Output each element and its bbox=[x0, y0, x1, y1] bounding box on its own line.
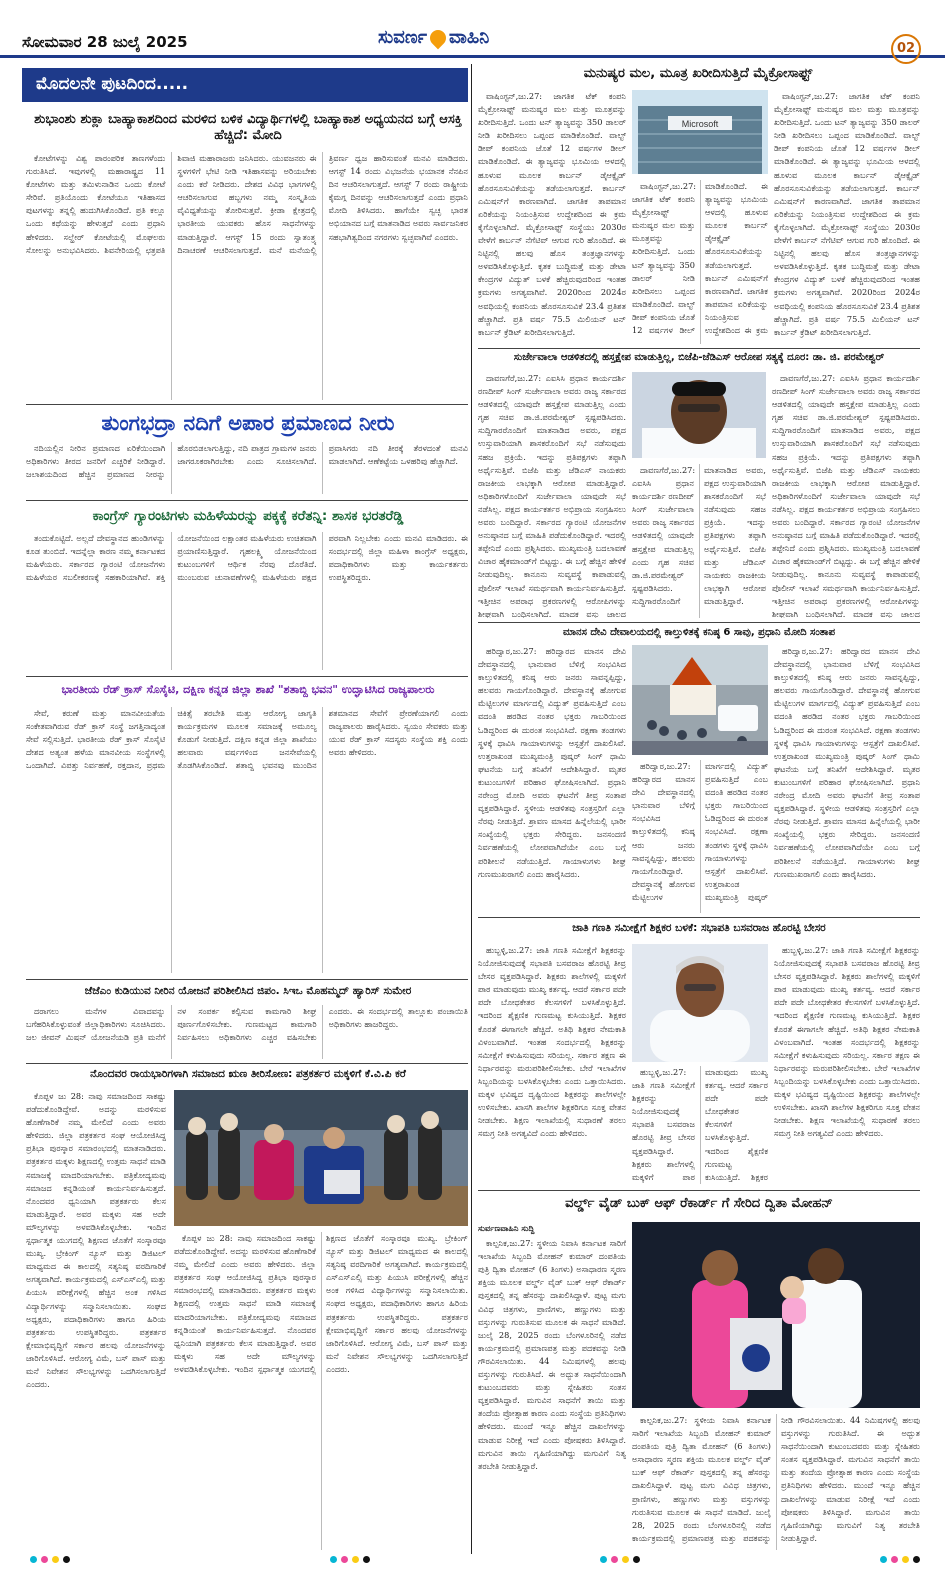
article-body: ಕೋಟೆಗಳನ್ನು ವಿಶ್ವ ಪಾರಂಪರಿಕ ತಾಣಗಳೆಂದು ಗುರುತಿಸಿದೆ. ಇವುಗಳಲ್ಲಿ ಮಹಾರಾಷ್ಟ್ರದ 11 ಕೋಟೆಗಳು ಮತ್ತು ತಮಿಳುನಾಡಿನ ಒಂದು ಕೋಟೆ ಸೇರಿವೆ. ಪ್ರತಿಯೊಂದು ಕೋಟೆಯೂ ಇತಿಹಾಸದ ಪುಟಗಳನ್ನು ತನ್ನಲ್ಲಿ ಹುದುಗಿಸಿಕೊಂಡಿದೆ. ಪ್ರತಿ ಕಲ್ಲೂ ಒಂದು ಕಥೆಯನ್ನು ಹೇಳುತ್ತದೆ ಎಂದು ಪ್ರಧಾನಿ ಹೇಳಿದರು. ಸಲ್ಹೇರ್ ಕೋಟೆಯಲ್ಲಿ ಮೊಘಲರು ಸೋಲನ್ನು ಅನುಭವಿಸಿದರು. ಶಿವನೇರಿಯಲ್ಲಿ ಛತ್ರಪತಿ ಶಿವಾಜಿ ಮಹಾರಾಜರು ಜನಿಸಿದರು. ಯುವಜನರು ಈ ಸ್ಥಳಗಳಿಗೆ ಭೇಟಿ ನೀಡಿ ಇತಿಹಾಸವನ್ನು ಅರಿಯಬೇಕು ಎಂದು ಕರೆ ನೀಡಿದರು. ದೇಶದ ವಿವಿಧ ಭಾಗಗಳಲ್ಲಿ ಆಚರಿಸಲಾಗುವ ಹಬ್ಬಗಳು ನಮ್ಮ ಸಂಸ್ಕೃತಿಯ ವೈವಿಧ್ಯತೆಯನ್ನು ತೋರಿಸುತ್ತವೆ. ಕ್ರೀಡಾ ಕ್ಷೇತ್ರದಲ್ಲಿ ಭಾರತೀಯ ಯುವಕರು ಹೊಸ ಸಾಧನೆಗಳನ್ನು ಮಾಡುತ್ತಿದ್ದಾರೆ. ಆಗಸ್ಟ್ 15 ರಂದು ಸ್ವಾತಂತ್ರ್ಯ ದಿನಾಚರಣೆ ಆಚರಿಸಲಾಗುತ್ತದೆ. ಮನೆ ಮನೆಯಲ್ಲಿ ತ್ರಿವರ್ಣ ಧ್ವಜ ಹಾರಿಸುವಂತೆ ಮನವಿ ಮಾಡಿದರು. ಆಗಸ್ಟ್ 14 ರಂದು ವಿಭಜನೆಯ ಭಯಾನಕ ನೆನಪಿನ ದಿನ ಆಚರಿಸಲಾಗುತ್ತದೆ. ಆಗಸ್ಟ್ 7 ರಂದು ರಾಷ್ಟ್ರೀಯ ಕೈಮಗ್ಗ ದಿನವನ್ನು ಆಚರಿಸಲಾಗುತ್ತದೆ ಎಂದು ಪ್ರಧಾನಿ ಮೋದಿ ತಿಳಿಸಿದರು. ಹಾಗೆಯೇ ಸ್ವಚ್ಛ ಭಾರತ ಅಭಿಯಾನದ ಬಗ್ಗೆ ಮಾತನಾಡಿದ ಅವರು ಸಾರ್ವಜನಿಕರ ಸಹಭಾಗಿತ್ವದಿಂದ ನಗರಗಳು ಸ್ವಚ್ಛವಾಗಿವೆ ಎಂದರು. bbox=[26, 153, 468, 255]
byline: ಸುರ್ವಣವಾಹಿನಿ ಸುದ್ದಿ bbox=[478, 1223, 535, 1233]
article-microsoft-col2 bbox=[632, 180, 768, 344]
divider bbox=[26, 979, 468, 980]
article-parameshwar-col1 bbox=[478, 372, 626, 618]
divider bbox=[478, 1190, 920, 1191]
article-body: ದಾವಣಗೆರೆ,ಜು.27: ಎಐಸಿಸಿ ಪ್ರಧಾನ ಕಾರ್ಯದರ್ಶಿ ರಣದೀಪ್ ಸಿಂಗ್ ಸುರ್ಜೇವಾಲಾ ಅವರು ರಾಜ್ಯ ಸರ್ಕಾರದ ಆಡಳಿತದಲ್ಲಿ ಯಾವುದೇ ಹಸ್ತಕ್ಷೇಪ ಮಾಡುತ್ತಿಲ್ಲ ಎಂದು ಗೃಹ ಸಚಿವ ಡಾ.ಜಿ.ಪರಮೇಶ್ವರ್ ಸ್ಪಷ್ಟಪಡಿಸಿದರು. ಸುದ್ದಿಗಾರರೊಂದಿಗೆ ಮಾತನಾಡಿದ ಅವರು, ಪಕ್ಷದ ಉಸ್ತುವಾರಿಯಾಗಿ ಶಾಸಕರೊಂದಿಗೆ ಸಭೆ ನಡೆಸುವುದು ಸಹಜ ಪ್ರಕ್ರಿಯೆ. ಇದನ್ನು ಪ್ರತಿಪಕ್ಷಗಳು ತಪ್ಪಾಗಿ ಅರ್ಥೈಸುತ್ತಿವೆ. ಬಿಜೆಪಿ ಮತ್ತು ಜೆಡಿಎಸ್ ನಾಯಕರು ರಾಜಕೀಯ ಲಾಭಕ್ಕಾಗಿ ಆರೋಪ ಮಾಡುತ್ತಿದ್ದಾರೆ. ಅಧಿಕಾರಿಗಳೊಂದಿಗೆ ಸುರ್ಜೇವಾಲಾ ಯಾವುದೇ ಸಭೆ ನಡೆಸಿಲ್ಲ. ಪಕ್ಷದ ಕಾರ್ಯಕರ್ತರ ಅಭಿಪ್ರಾಯ ಸಂಗ್ರಹಿಸಲು ಅವರು ಬಂದಿದ್ದಾರೆ. ಸರ್ಕಾರದ ಗ್ಯಾರಂಟಿ ಯೋಜನೆಗಳ ಅನುಷ್ಠಾನದ ಬಗ್ಗೆ ಮಾಹಿತಿ ಪಡೆದುಕೊಂಡಿದ್ದಾರೆ. ಇದರಲ್ಲಿ ತಪ್ಪೇನಿದೆ ಎಂದು ಪ್ರಶ್ನಿಸಿದರು. ಮುಖ್ಯಮಂತ್ರಿ ಬದಲಾವಣೆ ವಿಚಾರ ಹೈಕಮಾಂಡ್‌ಗೆ ಬಿಟ್ಟದ್ದು. ಈ ಬಗ್ಗೆ ಹೆಚ್ಚಿನ ಹೇಳಿಕೆ ನೀಡುವುದಿಲ್ಲ. ಕಾನೂನು ಸುವ್ಯವಸ್ಥೆ ಕಾಪಾಡುವಲ್ಲಿ ಪೊಲೀಸ್ ಇಲಾಖೆ ಸಮರ್ಥವಾಗಿ ಕಾರ್ಯನಿರ್ವಹಿಸುತ್ತಿದೆ. ಇತ್ತೀಚಿನ ಅಪರಾಧ ಪ್ರಕರಣಗಳಲ್ಲಿ ಆರೋಪಿಗಳನ್ನು ಶೀಘ್ರವಾಗಿ ಬಂಧಿಸಲಾಗಿದೆ. ಮಾದಕ ವಸ್ತು ಜಾಲದ bbox=[478, 373, 626, 618]
flame-icon bbox=[427, 27, 450, 50]
article-body: ವಾಷಿಂಗ್ಟನ್,ಜು.27: ಜಾಗತಿಕ ಟೆಕ್ ಕಂಪನಿ ಮೈಕ್ರೋಸಾಫ್ಟ್ ಮನುಷ್ಯರ ಮಲ ಮತ್ತು ಮೂತ್ರವನ್ನು ಖರೀದಿಸುತ್ತಿದೆ. ಒಂದು ಟನ್ ತ್ಯಾಜ್ಯವನ್ನು 350 ಡಾಲರ್ ನೀಡಿ ಖರೀದಿಸಲು ಒಪ್ಪಂದ ಮಾಡಿಕೊಂಡಿದೆ. ವಾಲ್ಟ್ ಡೀಪ್ ಕಂಪನಿಯ ಜೊತೆ 12 ವರ್ಷಗಳ ಡೀಲ್ ಮಾಡಿಕೊಂಡಿದೆ. ಈ ತ್ಯಾಜ್ಯವನ್ನು ಭೂಮಿಯ ಆಳದಲ್ಲಿ ಹೂಳುವ ಮೂಲಕ ಕಾರ್ಬನ್ ಡೈಆಕ್ಸೈಡ್ ಹೊರಸೂಸುವಿಕೆಯನ್ನು ತಡೆಯಲಾಗುತ್ತದೆ. ಕಾರ್ಬನ್ ಎಮಿಷನ್‌ಗೆ ಕಾರಣವಾಗಿದೆ. ಜಾಗತಿಕ ತಾಪಮಾನ ಏರಿಕೆಯನ್ನು ನಿಯಂತ್ರಿಸುವ ಉದ್ದೇಶದಿಂದ ಈ ಕ್ರಮ bbox=[632, 181, 768, 336]
article-body: ಕಾಲ್ಪನಿಕ,ಜು.27: ಸ್ಥಳೀಯ ನಿವಾಸಿ ಕರ್ನಾಟಕ ಸಾರಿಗೆ ಇಲಾಖೆಯ ಸಿಬ್ಬಂದಿ ಮೋಹನ್ ಕುಮಾರ್ ದಂಪತಿಯ ಪುತ್ರಿ ದ್ವಿತಾ ಮೋಹನ್ (6 ತಿಂಗಳು) ಅಸಾಧಾರಣ ಸ್ಮರಣ ಶಕ್ತಿಯ ಮೂಲಕ ವರ್ಲ್ಡ್ ವೈಡ್ ಬುಕ್ ಆಫ್ ರೆಕಾರ್ಡ್ ಪುಸ್ತಕದಲ್ಲಿ ತನ್ನ ಹೆಸರನ್ನು ದಾಖಲಿಸಿದ್ದಾಳೆ. ಪುಟ್ಟ ಮಗು ವಿವಿಧ ಚಿತ್ರಗಳು, ಪ್ರಾಣಿಗಳು, ಹಣ್ಣುಗಳು ಮತ್ತು ವಸ್ತುಗಳನ್ನು ಗುರುತಿಸುವ ಮೂಲಕ ಈ ಸಾಧನೆ ಮಾಡಿದೆ. ಜುಲೈ 28, 2025 ರಂದು ಬೆಂಗಳೂರಿನಲ್ಲಿ ನಡೆದ ಕಾರ್ಯಕ್ರಮದಲ್ಲಿ ಪ್ರಮಾಣಪತ್ರ ಮತ್ತು ಪದಕವನ್ನು ನೀಡಿ ಗೌರವಿಸಲಾಯಿತು. 44 ನಿಮಿಷಗಳಲ್ಲಿ ಹಲವು ವಸ್ತುಗಳನ್ನು ಗುರುತಿಸಿದೆ. ಈ ಅದ್ಭುತ ಸಾಧನೆಯಿಂದಾಗಿ ಕುಟುಂಬದವರು ಮತ್ತು ಸ್ನೇಹಿತರು ಸಂತಸ ವ್ಯಕ್ತಪಡಿಸಿದ್ದಾರೆ. ಮಗುವಿನ ಸಾಧನೆಗೆ ತಾಯಿ ಮತ್ತು ತಂದೆಯ ಪ್ರೋತ್ಸಾಹ ಕಾರಣ ಎಂದು ಸಂಸ್ಥೆಯ ಪ್ರತಿನಿಧಿಗಳು ಹೇಳಿದರು. ಮುಂದೆ ಇನ್ನೂ ಹೆಚ್ಚಿನ ದಾಖಲೆಗಳನ್ನು ಮಾಡುವ ನಿರೀಕ್ಷೆ ಇದೆ ಎಂದು ಪೋಷಕರು ತಿಳಿಸಿದ್ದಾರೆ. ಮಗುವಿನ ತಾಯಿ ಗೃಹಿಣಿಯಾಗಿದ್ದು ಮಗುವಿಗೆ ನಿತ್ಯ ತರಬೇತಿ ನೀಡುತ್ತಿದ್ದಾರೆ. bbox=[632, 1415, 920, 1543]
headline-red-cross: ಭಾರತೀಯ ರೆಡ್ ಕ್ರಾಸ್ ಸೊಸೈಟಿ, ದಕ್ಷಿಣ ಕನ್ನಡ ಜಿಲ್ಲಾ ಶಾಖೆ "ಶತಾಬ್ದಿ ಭವನ" ಉದ್ಘಾಟಿಸಿದ ರಾಜ್ಯಪಾಲರು bbox=[61, 683, 435, 696]
article-horatti-col2 bbox=[632, 1066, 768, 1184]
article-body: ಸೇವೆ, ಕರುಣೆ ಮತ್ತು ಮಾನವೀಯತೆಯ ಸಂಕೇತವಾಗಿರುವ ರೆಡ್ ಕ್ರಾಸ್ ಸಂಸ್ಥೆ ಜಗತ್ತಿನಾದ್ಯಂತ ಸೇವೆ ಸಲ್ಲಿಸುತ್ತಿದೆ. ಭಾರತೀಯ ರೆಡ್ ಕ್ರಾಸ್ ಸೊಸೈಟಿ ದೇಶದ ಅತ್ಯಂತ ಹಳೆಯ ಮಾನವೀಯ ಸಂಸ್ಥೆಗಳಲ್ಲಿ ಒಂದಾಗಿದೆ. ವಿಪತ್ತು ನಿರ್ವಹಣೆ, ರಕ್ತದಾನ, ಪ್ರಥಮ ಚಿಕಿತ್ಸೆ ತರಬೇತಿ ಮತ್ತು ಆರೋಗ್ಯ ಜಾಗೃತಿ ಕಾರ್ಯಕ್ರಮಗಳ ಮೂಲಕ ಸಮಾಜಕ್ಕೆ ಅಮೂಲ್ಯ ಕೊಡುಗೆ ನೀಡುತ್ತಿದೆ. ದಕ್ಷಿಣ ಕನ್ನಡ ಜಿಲ್ಲಾ ಶಾಖೆಯು ಹಲವಾರು ವರ್ಷಗಳಿಂದ ಜನಸೇವೆಯಲ್ಲಿ ತೊಡಗಿಸಿಕೊಂಡಿದೆ. ಶತಾಬ್ದಿ ಭವನವು ಮುಂದಿನ ಶತಮಾನದ ಸೇವೆಗೆ ಪ್ರೇರಣೆಯಾಗಲಿ ಎಂದು ರಾಜ್ಯಪಾಲರು ಹಾರೈಸಿದರು. ಸ್ವಯಂ ಸೇವಕರು ಮತ್ತು ಯುವ ರೆಡ್ ಕ್ರಾಸ್ ಸದಸ್ಯರು ಸಂಸ್ಥೆಯ ಶಕ್ತಿ ಎಂದು ಅವರು ಹೇಳಿದರು. bbox=[26, 708, 468, 771]
article-jjm-inspection bbox=[26, 1005, 468, 1059]
article-microsoft-col1 bbox=[478, 90, 626, 344]
article-journalists-col1 bbox=[26, 1090, 166, 1550]
divider bbox=[478, 917, 920, 918]
section-banner: ಮೊದಲನೇ ಪುಟದಿಂದ..... bbox=[22, 68, 468, 102]
microsoft-sign-text: Microsoft bbox=[681, 119, 719, 129]
divider bbox=[478, 348, 920, 349]
photo-felicitation-event bbox=[174, 1090, 468, 1226]
headline-microsoft: ಮನುಷ್ಯರ ಮಲ, ಮೂತ್ರ ಖರೀದಿಸುತ್ತಿದೆ ಮೈಕ್ರೋಸಾಫ್ಟ್ bbox=[583, 66, 813, 81]
headline-tungabhadra: ತುಂಗಭದ್ರಾ ನದಿಗೆ ಅಪಾರ ಪ್ರಮಾಣದ ನೀರು bbox=[101, 411, 395, 435]
article-body: ವಾಷಿಂಗ್ಟನ್,ಜು.27: ಜಾಗತಿಕ ಟೆಕ್ ಕಂಪನಿ ಮೈಕ್ರೋಸಾಫ್ಟ್ ಮನುಷ್ಯರ ಮಲ ಮತ್ತು ಮೂತ್ರವನ್ನು ಖರೀದಿಸುತ್ತಿದೆ. ಒಂದು ಟನ್ ತ್ಯಾಜ್ಯವನ್ನು 350 ಡಾಲರ್ ನೀಡಿ ಖರೀದಿಸಲು ಒಪ್ಪಂದ ಮಾಡಿಕೊಂಡಿದೆ. ವಾಲ್ಟ್ ಡೀಪ್ ಕಂಪನಿಯ ಜೊತೆ 12 ವರ್ಷಗಳ ಡೀಲ್ ಮಾಡಿಕೊಂಡಿದೆ. ಈ ತ್ಯಾಜ್ಯವನ್ನು ಭೂಮಿಯ ಆಳದಲ್ಲಿ ಹೂಳುವ ಮೂಲಕ ಕಾರ್ಬನ್ ಡೈಆಕ್ಸೈಡ್ ಹೊರಸೂಸುವಿಕೆಯನ್ನು ತಡೆಯಲಾಗುತ್ತದೆ. ಕಾರ್ಬನ್ ಎಮಿಷನ್‌ಗೆ ಕಾರಣವಾಗಿದೆ. ಜಾಗತಿಕ ತಾಪಮಾನ ಏರಿಕೆಯನ್ನು ನಿಯಂತ್ರಿಸುವ ಉದ್ದೇಶದಿಂದ ಈ ಕ್ರಮ ಕೈಗೊಳ್ಳಲಾಗಿದೆ. ಮೈಕ್ರೋಸಾಫ್ಟ್ ಸಂಸ್ಥೆಯು 2030ರ ವೇಳೆಗೆ ಕಾರ್ಬನ್ ನೆಗೆಟಿವ್ ಆಗುವ ಗುರಿ ಹೊಂದಿದೆ. ಈ ನಿಟ್ಟಿನಲ್ಲಿ ಹಲವು ಹೊಸ ತಂತ್ರಜ್ಞಾನಗಳನ್ನು ಅಳವಡಿಸಿಕೊಳ್ಳುತ್ತಿದೆ. ಕೃತಕ ಬುದ್ಧಿಮತ್ತೆ ಮತ್ತು ಡೇಟಾ ಕೇಂದ್ರಗಳ ವಿದ್ಯುತ್ ಬಳಕೆ ಹೆಚ್ಚಿರುವುದರಿಂದ ಇಂತಹ ಕ್ರಮಗಳು ಅಗತ್ಯವಾಗಿವೆ. 2020ರಿಂದ 2024ರ ಅವಧಿಯಲ್ಲಿ ಕಂಪನಿಯ ಹೊರಸೂಸುವಿಕೆ 23.4 ಪ್ರತಿಶತ ಹೆಚ್ಚಾಗಿದೆ. ಪ್ರತಿ ವರ್ಷ 75.5 ಮಿಲಿಯನ್ ಟನ್ ಕಾರ್ಬನ್ ಕ್ರೆಡಿಟ್ ಖರೀದಿಸಲಾಗುತ್ತಿದೆ. bbox=[478, 91, 626, 337]
article-dvita-col2 bbox=[632, 1414, 920, 1550]
masthead bbox=[0, 0, 945, 58]
article-journalists-col2 bbox=[174, 1232, 468, 1550]
print-registration-marks bbox=[600, 1556, 640, 1566]
divider bbox=[478, 622, 920, 623]
newspaper-logo bbox=[378, 27, 489, 48]
column-divider bbox=[471, 64, 472, 1554]
article-parameshwar-col3 bbox=[772, 372, 920, 618]
article-horatti-col3 bbox=[774, 944, 920, 1184]
article-haridwar-col3 bbox=[774, 645, 920, 913]
print-registration-marks bbox=[30, 1556, 70, 1566]
photo-horatti bbox=[632, 944, 768, 1062]
headline-journalists-children: ನೊಂದವರ ರಾಯಭಾರಿಗಳಾಗಿ ಸಮಾಜದ ಋಣ ತೀರಿಸೋಣ: ಪತ್ರಕರ್ತರ ಮಕ್ಕಳಿಗೆ ಕೆ.ವಿ.ಪಿ ಕರೆ bbox=[90, 1068, 406, 1080]
article-body: ನದಿಯಲ್ಲಿನ ನೀರಿನ ಪ್ರಮಾಣದ ಏರಿಕೆಯಿಂದಾಗಿ ಅಧಿಕಾರಿಗಳು ತೀರದ ಜನರಿಗೆ ಎಚ್ಚರಿಕೆ ನೀಡಿದ್ದಾರೆ. ಜಲಾಶಯದಿಂದ ಹೆಚ್ಚಿನ ಪ್ರಮಾಣದ ನೀರನ್ನು ಹೊರಬಿಡಲಾಗುತ್ತಿದ್ದು, ನದಿ ಪಾತ್ರದ ಗ್ರಾಮಗಳ ಜನರು ಜಾಗರೂಕರಾಗಿರಬೇಕು ಎಂದು ಸೂಚಿಸಲಾಗಿದೆ. ಪ್ರವಾಸಿಗರು ನದಿ ತೀರಕ್ಕೆ ತೆರಳದಂತೆ ಮನವಿ ಮಾಡಲಾಗಿದೆ. ಆಣೆಕಟ್ಟೆಯ ಒಳಹರಿವು ಹೆಚ್ಚಾಗಿದೆ. bbox=[26, 443, 468, 480]
article-body: ಹುಬ್ಬಳ್ಳಿ,ಜು.27: ಜಾತಿ ಗಣತಿ ಸಮೀಕ್ಷೆಗೆ ಶಿಕ್ಷಕರನ್ನು ನಿಯೋಜಿಸುವುದಕ್ಕೆ ಸಭಾಪತಿ ಬಸವರಾಜ ಹೊರಟ್ಟಿ ತೀವ್ರ ಬೇಸರ ವ್ಯಕ್ತಪಡಿಸಿದ್ದಾರೆ. ಶಿಕ್ಷಕರು ಶಾಲೆಗಳಲ್ಲಿ ಮಕ್ಕಳಿಗೆ ಪಾಠ ಮಾಡುವುದು ಮುಖ್ಯ ಕರ್ತವ್ಯ. ಆದರೆ ಸರ್ಕಾರ ಪದೇ ಪದೇ ಬೋಧಕೇತರ ಕೆಲಸಗಳಿಗೆ ಬಳಸಿಕೊಳ್ಳುತ್ತಿದೆ. ಇದರಿಂದ ಶೈಕ್ಷಣಿಕ ಗುಣಮಟ್ಟ ಕುಸಿಯುತ್ತಿದೆ. ಶಿಕ್ಷಕರ bbox=[632, 1067, 768, 1182]
photo-dvita-family bbox=[632, 1222, 920, 1408]
print-registration-marks bbox=[330, 1556, 370, 1566]
photo-parameshwar bbox=[632, 372, 766, 458]
headline-haridwar-stampede: ಮಾನಸ ದೇವಿ ದೇವಾಲಯದಲ್ಲಿ ಕಾಲ್ತುಳಿತಕ್ಕೆ ಕನಿಷ್ಠ 6 ಸಾವು, ಪ್ರಧಾನಿ ಮೋದಿ ಸಂತಾಪ bbox=[563, 627, 835, 638]
divider bbox=[26, 404, 468, 405]
article-body: ದರಾಗಲು ಮನೆಗಳ ವಿವಾದವನ್ನು ಬಗೆಹರಿಸಿಕೊಳ್ಳುವಂತೆ ಜಿಲ್ಲಾಧಿಕಾರಿಗಳು ಸೂಚಿಸಿದರು. ಜಲ ಜೀವನ್ ಮಿಷನ್ ಯೋಜನೆಯಡಿ ಪ್ರತಿ ಮನೆಗೆ ನಳ ಸಂಪರ್ಕ ಕಲ್ಪಿಸುವ ಕಾಮಗಾರಿ ಶೀಘ್ರ ಪೂರ್ಣಗೊಳಿಸಬೇಕು. ಗುಣಮಟ್ಟದ ಕಾಮಗಾರಿ ನಿರ್ವಹಿಸಲು ಅಧಿಕಾರಿಗಳು ಎಚ್ಚರ ವಹಿಸಬೇಕು ಎಂದರು. ಈ ಸಂದರ್ಭದಲ್ಲಿ ತಾಲ್ಲೂಕು ಪಂಚಾಯಿತಿ ಅಧಿಕಾರಿಗಳು ಹಾಜರಿದ್ದರು. bbox=[26, 1006, 468, 1043]
article-body: ಹರಿದ್ವಾರ,ಜು.27: ಹರಿದ್ವಾರದ ಮಾನಸ ದೇವಿ ದೇವಸ್ಥಾನದಲ್ಲಿ ಭಾನುವಾರ ಬೆಳಿಗ್ಗೆ ಸಂಭವಿಸಿದ ಕಾಲ್ತುಳಿತದಲ್ಲಿ ಕನಿಷ್ಠ ಆರು ಜನರು ಸಾವನ್ನಪ್ಪಿದ್ದು, ಹಲವರು ಗಾಯಗೊಂಡಿದ್ದಾರೆ. ದೇವಸ್ಥಾನಕ್ಕೆ ಹೋಗುವ ಮೆಟ್ಟಿಲುಗಳ ಮಾರ್ಗದಲ್ಲಿ ವಿದ್ಯುತ್ ಪ್ರವಹಿಸುತ್ತಿದೆ ಎಂಬ ವದಂತಿ ಹರಡಿದ ನಂತರ ಭಕ್ತರು ಗಾಬರಿಯಿಂದ ಓಡಿದ್ದರಿಂದ ಈ ದುರಂತ ಸಂಭವಿಸಿದೆ. ರಕ್ಷಣಾ ತಂಡಗಳು ಸ್ಥಳಕ್ಕೆ ಧಾವಿಸಿ ಗಾಯಾಳುಗಳನ್ನು ಆಸ್ಪತ್ರೆಗೆ ದಾಖಲಿಸಿವೆ. ಉತ್ತರಾಖಂಡ ಮುಖ್ಯಮಂತ್ರಿ ಪುಷ್ಕರ್ bbox=[632, 761, 768, 902]
article-haridwar-col1 bbox=[478, 645, 626, 913]
article-body: ವಾಷಿಂಗ್ಟನ್,ಜು.27: ಜಾಗತಿಕ ಟೆಕ್ ಕಂಪನಿ ಮೈಕ್ರೋಸಾಫ್ಟ್ ಮನುಷ್ಯರ ಮಲ ಮತ್ತು ಮೂತ್ರವನ್ನು ಖರೀದಿಸುತ್ತಿದೆ. ಒಂದು ಟನ್ ತ್ಯಾಜ್ಯವನ್ನು 350 ಡಾಲರ್ ನೀಡಿ ಖರೀದಿಸಲು ಒಪ್ಪಂದ ಮಾಡಿಕೊಂಡಿದೆ. ವಾಲ್ಟ್ ಡೀಪ್ ಕಂಪನಿಯ ಜೊತೆ 12 ವರ್ಷಗಳ ಡೀಲ್ ಮಾಡಿಕೊಂಡಿದೆ. ಈ ತ್ಯಾಜ್ಯವನ್ನು ಭೂಮಿಯ ಆಳದಲ್ಲಿ ಹೂಳುವ ಮೂಲಕ ಕಾರ್ಬನ್ ಡೈಆಕ್ಸೈಡ್ ಹೊರಸೂಸುವಿಕೆಯನ್ನು ತಡೆಯಲಾಗುತ್ತದೆ. ಕಾರ್ಬನ್ ಎಮಿಷನ್‌ಗೆ ಕಾರಣವಾಗಿದೆ. ಜಾಗತಿಕ ತಾಪಮಾನ ಏರಿಕೆಯನ್ನು ನಿಯಂತ್ರಿಸುವ ಉದ್ದೇಶದಿಂದ ಈ ಕ್ರಮ ಕೈಗೊಳ್ಳಲಾಗಿದೆ. ಮೈಕ್ರೋಸಾಫ್ಟ್ ಸಂಸ್ಥೆಯು 2030ರ ವೇಳೆಗೆ ಕಾರ್ಬನ್ ನೆಗೆಟಿವ್ ಆಗುವ ಗುರಿ ಹೊಂದಿದೆ. ಈ ನಿಟ್ಟಿನಲ್ಲಿ ಹಲವು ಹೊಸ ತಂತ್ರಜ್ಞಾನಗಳನ್ನು ಅಳವಡಿಸಿಕೊಳ್ಳುತ್ತಿದೆ. ಕೃತಕ ಬುದ್ಧಿಮತ್ತೆ ಮತ್ತು ಡೇಟಾ ಕೇಂದ್ರಗಳ ವಿದ್ಯುತ್ ಬಳಕೆ ಹೆಚ್ಚಿರುವುದರಿಂದ ಇಂತಹ ಕ್ರಮಗಳು ಅಗತ್ಯವಾಗಿವೆ. 2020ರಿಂದ 2024ರ ಅವಧಿಯಲ್ಲಿ ಕಂಪನಿಯ ಹೊರಸೂಸುವಿಕೆ 23.4 ಪ್ರತಿಶತ ಹೆಚ್ಚಾಗಿದೆ. ಪ್ರತಿ ವರ್ಷ 75.5 ಮಿಲಿಯನ್ ಟನ್ ಕಾರ್ಬನ್ ಕ್ರೆಡಿಟ್ ಖರೀದಿಸಲಾಗುತ್ತಿದೆ. bbox=[774, 91, 920, 337]
logo-text-right: ವಾಹಿನಿ bbox=[448, 27, 490, 48]
article-body: ತಂದುಕೊಟ್ಟಿದೆ. ಅಲ್ಲದೆ ದೇವಸ್ಥಾನದ ಹುಂಡಿಗಳನ್ನು ಕೂಡ ತುಂಬಿದೆ. ಇದನ್ನೆಲ್ಲಾ ಕಾರಣ ನಮ್ಮ ಕರ್ನಾಟಕದ ಮಹಿಳೆಯರು. ಸರ್ಕಾರದ ಗ್ಯಾರಂಟಿ ಯೋಜನೆಗಳು ಮಹಿಳೆಯರ ಸಬಲೀಕರಣಕ್ಕೆ ಸಹಕಾರಿಯಾಗಿವೆ. ಶಕ್ತಿ ಯೋಜನೆಯಿಂದ ಲಕ್ಷಾಂತರ ಮಹಿಳೆಯರು ಉಚಿತವಾಗಿ ಪ್ರಯಾಣಿಸುತ್ತಿದ್ದಾರೆ. ಗೃಹಲಕ್ಷ್ಮಿ ಯೋಜನೆಯಿಂದ ಕುಟುಂಬಗಳಿಗೆ ಆರ್ಥಿಕ ನೆರವು ದೊರೆತಿದೆ. ಮುಂಬರುವ ಚುನಾವಣೆಗಳಲ್ಲಿ ಮಹಿಳೆಯರು ಪಕ್ಷದ ಪರವಾಗಿ ನಿಲ್ಲಬೇಕು ಎಂದು ಮನವಿ ಮಾಡಿದರು. ಈ ಸಂದರ್ಭದಲ್ಲಿ ಜಿಲ್ಲಾ ಮಹಿಳಾ ಕಾಂಗ್ರೆಸ್ ಅಧ್ಯಕ್ಷರು, ಪದಾಧಿಕಾರಿಗಳು ಮತ್ತು ಕಾರ್ಯಕರ್ತರು ಉಪಸ್ಥಿತರಿದ್ದರು. bbox=[26, 533, 468, 583]
article-body: ಕಾಲ್ಪನಿಕ,ಜು.27: ಸ್ಥಳೀಯ ನಿವಾಸಿ ಕರ್ನಾಟಕ ಸಾರಿಗೆ ಇಲಾಖೆಯ ಸಿಬ್ಬಂದಿ ಮೋಹನ್ ಕುಮಾರ್ ದಂಪತಿಯ ಪುತ್ರಿ ದ್ವಿತಾ ಮೋಹನ್ (6 ತಿಂಗಳು) ಅಸಾಧಾರಣ ಸ್ಮರಣ ಶಕ್ತಿಯ ಮೂಲಕ ವರ್ಲ್ಡ್ ವೈಡ್ ಬುಕ್ ಆಫ್ ರೆಕಾರ್ಡ್ ಪುಸ್ತಕದಲ್ಲಿ ತನ್ನ ಹೆಸರನ್ನು ದಾಖಲಿಸಿದ್ದಾಳೆ. ಪುಟ್ಟ ಮಗು ವಿವಿಧ ಚಿತ್ರಗಳು, ಪ್ರಾಣಿಗಳು, ಹಣ್ಣುಗಳು ಮತ್ತು ವಸ್ತುಗಳನ್ನು ಗುರುತಿಸುವ ಮೂಲಕ ಈ ಸಾಧನೆ ಮಾಡಿದೆ. ಜುಲೈ 28, 2025 ರಂದು ಬೆಂಗಳೂರಿನಲ್ಲಿ ನಡೆದ ಕಾರ್ಯಕ್ರಮದಲ್ಲಿ ಪ್ರಮಾಣಪತ್ರ ಮತ್ತು ಪದಕವನ್ನು ನೀಡಿ ಗೌರವಿಸಲಾಯಿತು. 44 ನಿಮಿಷಗಳಲ್ಲಿ ಹಲವು ವಸ್ತುಗಳನ್ನು ಗುರುತಿಸಿದೆ. ಈ ಅದ್ಭುತ ಸಾಧನೆಯಿಂದಾಗಿ ಕುಟುಂಬದವರು ಮತ್ತು ಸ್ನೇಹಿತರು ಸಂತಸ ವ್ಯಕ್ತಪಡಿಸಿದ್ದಾರೆ. ಮಗುವಿನ ಸಾಧನೆಗೆ ತಾಯಿ ಮತ್ತು ತಂದೆಯ ಪ್ರೋತ್ಸಾಹ ಕಾರಣ ಎಂದು ಸಂಸ್ಥೆಯ ಪ್ರತಿನಿಧಿಗಳು ಹೇಳಿದರು. ಮುಂದೆ ಇನ್ನೂ ಹೆಚ್ಚಿನ ದಾಖಲೆಗಳನ್ನು ಮಾಡುವ ನಿರೀಕ್ಷೆ ಇದೆ ಎಂದು ಪೋಷಕರು ತಿಳಿಸಿದ್ದಾರೆ. ಮಗುವಿನ ತಾಯಿ ಗೃಹಿಣಿಯಾಗಿದ್ದು ಮಗುವಿಗೆ ನಿತ್ಯ ತರಬೇತಿ ನೀಡುತ್ತಿದ್ದಾರೆ. bbox=[478, 1238, 626, 1471]
photo-haridwar-temple bbox=[632, 645, 768, 755]
article-haridwar-col2 bbox=[632, 760, 768, 913]
article-body: ದಾವಣಗೆರೆ,ಜು.27: ಎಐಸಿಸಿ ಪ್ರಧಾನ ಕಾರ್ಯದರ್ಶಿ ರಣದೀಪ್ ಸಿಂಗ್ ಸುರ್ಜೇವಾಲಾ ಅವರು ರಾಜ್ಯ ಸರ್ಕಾರದ ಆಡಳಿತದಲ್ಲಿ ಯಾವುದೇ ಹಸ್ತಕ್ಷೇಪ ಮಾಡುತ್ತಿಲ್ಲ ಎಂದು ಗೃಹ ಸಚಿವ ಡಾ.ಜಿ.ಪರಮೇಶ್ವರ್ ಸ್ಪಷ್ಟಪಡಿಸಿದರು. ಸುದ್ದಿಗಾರರೊಂದಿಗೆ ಮಾತನಾಡಿದ ಅವರು, ಪಕ್ಷದ ಉಸ್ತುವಾರಿಯಾಗಿ ಶಾಸಕರೊಂದಿಗೆ ಸಭೆ ನಡೆಸುವುದು ಸಹಜ ಪ್ರಕ್ರಿಯೆ. ಇದನ್ನು ಪ್ರತಿಪಕ್ಷಗಳು ತಪ್ಪಾಗಿ ಅರ್ಥೈಸುತ್ತಿವೆ. ಬಿಜೆಪಿ ಮತ್ತು ಜೆಡಿಎಸ್ ನಾಯಕರು ರಾಜಕೀಯ ಲಾಭಕ್ಕಾಗಿ ಆರೋಪ ಮಾಡುತ್ತಿದ್ದಾರೆ. bbox=[632, 465, 766, 606]
article-body: ಹುಬ್ಬಳ್ಳಿ,ಜು.27: ಜಾತಿ ಗಣತಿ ಸಮೀಕ್ಷೆಗೆ ಶಿಕ್ಷಕರನ್ನು ನಿಯೋಜಿಸುವುದಕ್ಕೆ ಸಭಾಪತಿ ಬಸವರಾಜ ಹೊರಟ್ಟಿ ತೀವ್ರ ಬೇಸರ ವ್ಯಕ್ತಪಡಿಸಿದ್ದಾರೆ. ಶಿಕ್ಷಕರು ಶಾಲೆಗಳಲ್ಲಿ ಮಕ್ಕಳಿಗೆ ಪಾಠ ಮಾಡುವುದು ಮುಖ್ಯ ಕರ್ತವ್ಯ. ಆದರೆ ಸರ್ಕಾರ ಪದೇ ಪದೇ ಬೋಧಕೇತರ ಕೆಲಸಗಳಿಗೆ ಬಳಸಿಕೊಳ್ಳುತ್ತಿದೆ. ಇದರಿಂದ ಶೈಕ್ಷಣಿಕ ಗುಣಮಟ್ಟ ಕುಸಿಯುತ್ತಿದೆ. ಶಿಕ್ಷಕರ ಕೊರತೆ ಈಗಾಗಲೇ ಹೆಚ್ಚಿದೆ. ಅತಿಥಿ ಶಿಕ್ಷಕರ ನೇಮಕಾತಿ ವಿಳಂಬವಾಗಿದೆ. ಇಂತಹ ಸಂದರ್ಭದಲ್ಲಿ ಶಿಕ್ಷಕರನ್ನು ಸಮೀಕ್ಷೆಗೆ ಕಳುಹಿಸುವುದು ಸರಿಯಲ್ಲ. ಸರ್ಕಾರ ತಕ್ಷಣ ಈ ನಿರ್ಧಾರವನ್ನು ಮರುಪರಿಶೀಲಿಸಬೇಕು. ಬೇರೆ ಇಲಾಖೆಗಳ ಸಿಬ್ಬಂದಿಯನ್ನು ಬಳಸಿಕೊಳ್ಳಬೇಕು ಎಂದು ಒತ್ತಾಯಿಸಿದರು. ಮಕ್ಕಳ ಭವಿಷ್ಯದ ದೃಷ್ಟಿಯಿಂದ ಶಿಕ್ಷಕರನ್ನು ಶಾಲೆಗಳಲ್ಲೇ ಉಳಿಸಬೇಕು. ಖಾಸಗಿ ಶಾಲೆಗಳ ಶಿಕ್ಷಕರಿಗೂ ಸೂಕ್ತ ವೇತನ ನೀಡಬೇಕು. ಶಿಕ್ಷಣ ಇಲಾಖೆಯಲ್ಲಿ ಸುಧಾರಣೆ ತರಲು ಸಮಗ್ರ ನೀತಿ ಅಗತ್ಯವಿದೆ ಎಂದು ಹೇಳಿದರು. bbox=[774, 945, 920, 1139]
article-body: ಕೊಪ್ಪಳ ಜು 28: ನಾವು ಸಮಾಜದಿಂದ ಸಾಕಷ್ಟು ಪಡೆದುಕೊಂಡಿದ್ದೇವೆ. ಅದನ್ನು ಮರಳಿಸುವ ಹೊಣೆಗಾರಿಕೆ ನಮ್ಮ ಮೇಲಿದೆ ಎಂದು ಅವರು ಹೇಳಿದರು. ಜಿಲ್ಲಾ ಪತ್ರಕರ್ತರ ಸಂಘ ಆಯೋಜಿಸಿದ್ದ ಪ್ರತಿಭಾ ಪುರಸ್ಕಾರ ಸಮಾರಂಭದಲ್ಲಿ ಮಾತನಾಡಿದರು. ಪತ್ರಕರ್ತರ ಮಕ್ಕಳು ಶಿಕ್ಷಣದಲ್ಲಿ ಉತ್ತಮ ಸಾಧನೆ ಮಾಡಿ ಸಮಾಜಕ್ಕೆ ಮಾದರಿಯಾಗಬೇಕು. ಪತ್ರಿಕೋದ್ಯಮವು ಸಮಾಜದ ಕನ್ನಡಿಯಂತೆ ಕಾರ್ಯನಿರ್ವಹಿಸುತ್ತದೆ. ನೊಂದವರ ಧ್ವನಿಯಾಗಿ ಪತ್ರಕರ್ತರು ಕೆಲಸ ಮಾಡುತ್ತಿದ್ದಾರೆ. ಅವರ ಮಕ್ಕಳು ಸಹ ಅದೇ ಮೌಲ್ಯಗಳನ್ನು ಅಳವಡಿಸಿಕೊಳ್ಳಬೇಕು. ಇಂದಿನ ಸ್ಪರ್ಧಾತ್ಮಕ ಯುಗದಲ್ಲಿ ಶಿಕ್ಷಣದ ಜೊತೆಗೆ ಸಂಸ್ಕಾರವೂ ಮುಖ್ಯ. ಬ್ರೇಕಿಂಗ್ ನ್ಯೂಸ್ ಮತ್ತು ಡಿಜಿಟಲ್ ಮಾಧ್ಯಮದ ಈ ಕಾಲದಲ್ಲಿ ಸತ್ಯನಿಷ್ಠ ವರದಿಗಾರಿಕೆ ಅಗತ್ಯವಾಗಿದೆ. ಕಾರ್ಯಕ್ರಮದಲ್ಲಿ ಎಸ್ಎಸ್ಎಲ್ಸಿ ಮತ್ತು ಪಿಯುಸಿ ಪರೀಕ್ಷೆಗಳಲ್ಲಿ ಹೆಚ್ಚಿನ ಅಂಕ ಗಳಿಸಿದ ವಿದ್ಯಾರ್ಥಿಗಳನ್ನು ಸನ್ಮಾನಿಸಲಾಯಿತು. ಸಂಘದ ಅಧ್ಯಕ್ಷರು, ಪದಾಧಿಕಾರಿಗಳು ಹಾಗೂ ಹಿರಿಯ ಪತ್ರಕರ್ತರು ಉಪಸ್ಥಿತರಿದ್ದರು. ಪತ್ರಕರ್ತರ ಕ್ಷೇಮಾಭಿವೃದ್ಧಿಗೆ ಸರ್ಕಾರ ಹಲವು ಯೋಜನೆಗಳನ್ನು ಜಾರಿಗೊಳಿಸಿದೆ. ಆರೋಗ್ಯ ವಿಮೆ, ಬಸ್ ಪಾಸ್ ಮತ್ತು ಮನೆ ನಿವೇಶನ ಸೌಲಭ್ಯಗಳನ್ನು ಒದಗಿಸಲಾಗುತ್ತಿದೆ ಎಂದರು. bbox=[26, 1091, 166, 1390]
article-red-cross bbox=[26, 707, 468, 973]
headline-modi-space: ಶುಭಾಂಶು ಶುಕ್ಲಾ ಬಾಹ್ಯಾಕಾಶದಿಂದ ಮರಳಿದ ಬಳಿಕ ವಿದ್ಯಾರ್ಥಿಗಳಲ್ಲಿ ಬಾಹ್ಯಾಕಾಶ ಅಧ್ಯಯನದ ಬಗ್ಗೆ ಆಸಕ್ತಿ ಹೆಚ್ಚಿದೆ: ಮೋದಿ bbox=[34, 112, 462, 144]
headline-jjm-inspection: ಜೆಜೆಎಂ ಕುಡಿಯುವ ನೀರಿನ ಯೋಜನೆ ಪರಿಶೀಲಿಸಿದ ಜಿಪಂ. ಸಿಇಒ ಮೊಹಮ್ಮದ್ ಹ್ಯಾರಿಸ್ ಸುಮೇರ bbox=[84, 985, 412, 997]
article-microsoft-col3 bbox=[774, 90, 920, 344]
headline-horatti: ಜಾತಿ ಗಣತಿ ಸಮೀಕ್ಷೆಗೆ ಶಿಕ್ಷಕರ ಬಳಕೆ: ಸಭಾಪತಿ ಬಸವರಾಜ ಹೊರಟ್ಟಿ ಬೇಸರ bbox=[572, 922, 826, 934]
issue-date: ಸೋಮವಾರ 28 ಜುಲೈ 2025 bbox=[22, 33, 188, 51]
headline-dvita-mohan: ವರ್ಲ್ಡ್ ವೈಡ್ ಬುಕ್ ಆಫ್ ರೆಕಾರ್ಡ್ ಗೆ ಸೇರಿದ ದ್ವಿತಾ ಮೋಹನ್ bbox=[565, 1196, 833, 1211]
logo-text-left: ಸುವರ್ಣ bbox=[378, 27, 427, 48]
article-modi-space bbox=[26, 152, 468, 400]
article-congress-guarantees bbox=[26, 532, 468, 670]
headline-parameshwar: ಸುರ್ಜೇವಾಲಾ ಆಡಳಿತದಲ್ಲಿ ಹಸ್ತಕ್ಷೇಪ ಮಾಡುತ್ತಿಲ್ಲ, ಬಿಜೆಪಿ-ಜೆಡಿಎಸ್ ಆರೋಪ ಸತ್ಯಕ್ಕೆ ದೂರ: ಡಾ. ಜಿ. ಪರಮೇಶ್ವರ್ bbox=[513, 352, 885, 363]
article-tungabhadra bbox=[26, 442, 468, 494]
print-registration-marks bbox=[880, 1556, 920, 1566]
page-number: 02 bbox=[891, 34, 921, 64]
photo-microsoft-building bbox=[632, 90, 768, 174]
article-dvita-col1 bbox=[478, 1222, 626, 1550]
article-body: ಹರಿದ್ವಾರ,ಜು.27: ಹರಿದ್ವಾರದ ಮಾನಸ ದೇವಿ ದೇವಸ್ಥಾನದಲ್ಲಿ ಭಾನುವಾರ ಬೆಳಿಗ್ಗೆ ಸಂಭವಿಸಿದ ಕಾಲ್ತುಳಿತದಲ್ಲಿ ಕನಿಷ್ಠ ಆರು ಜನರು ಸಾವನ್ನಪ್ಪಿದ್ದು, ಹಲವರು ಗಾಯಗೊಂಡಿದ್ದಾರೆ. ದೇವಸ್ಥಾನಕ್ಕೆ ಹೋಗುವ ಮೆಟ್ಟಿಲುಗಳ ಮಾರ್ಗದಲ್ಲಿ ವಿದ್ಯುತ್ ಪ್ರವಹಿಸುತ್ತಿದೆ ಎಂಬ ವದಂತಿ ಹರಡಿದ ನಂತರ ಭಕ್ತರು ಗಾಬರಿಯಿಂದ ಓಡಿದ್ದರಿಂದ ಈ ದುರಂತ ಸಂಭವಿಸಿದೆ. ರಕ್ಷಣಾ ತಂಡಗಳು ಸ್ಥಳಕ್ಕೆ ಧಾವಿಸಿ ಗಾಯಾಳುಗಳನ್ನು ಆಸ್ಪತ್ರೆಗೆ ದಾಖಲಿಸಿವೆ. ಉತ್ತರಾಖಂಡ ಮುಖ್ಯಮಂತ್ರಿ ಪುಷ್ಕರ್ ಸಿಂಗ್ ಧಾಮಿ ಘಟನೆಯ ಬಗ್ಗೆ ತನಿಖೆಗೆ ಆದೇಶಿಸಿದ್ದಾರೆ. ಮೃತರ ಕುಟುಂಬಗಳಿಗೆ ಪರಿಹಾರ ಘೋಷಿಸಲಾಗಿದೆ. ಪ್ರಧಾನಿ ನರೇಂದ್ರ ಮೋದಿ ಅವರು ಘಟನೆಗೆ ತೀವ್ರ ಸಂತಾಪ ವ್ಯಕ್ತಪಡಿಸಿದ್ದಾರೆ. ಸ್ಥಳೀಯ ಆಡಳಿತವು ಸಂತ್ರಸ್ತರಿಗೆ ಎಲ್ಲಾ ನೆರವು ನೀಡುತ್ತಿದೆ. ಶ್ರಾವಣ ಮಾಸದ ಹಿನ್ನೆಲೆಯಲ್ಲಿ ಭಾರೀ ಸಂಖ್ಯೆಯಲ್ಲಿ ಭಕ್ತರು ಸೇರಿದ್ದರು. ಜನಸಂದಣಿ ನಿರ್ವಹಣೆಯಲ್ಲಿ ಲೋಪವಾಗಿದೆಯೇ ಎಂಬ ಬಗ್ಗೆ ಪರಿಶೀಲನೆ ನಡೆಯುತ್ತಿದೆ. ಗಾಯಾಳುಗಳು ಶೀಘ್ರ ಗುಣಮುಖರಾಗಲಿ ಎಂದು ಹಾರೈಸಿದರು. bbox=[478, 646, 626, 879]
divider bbox=[26, 1063, 468, 1064]
article-body: ದಾವಣಗೆರೆ,ಜು.27: ಎಐಸಿಸಿ ಪ್ರಧಾನ ಕಾರ್ಯದರ್ಶಿ ರಣದೀಪ್ ಸಿಂಗ್ ಸುರ್ಜೇವಾಲಾ ಅವರು ರಾಜ್ಯ ಸರ್ಕಾರದ ಆಡಳಿತದಲ್ಲಿ ಯಾವುದೇ ಹಸ್ತಕ್ಷೇಪ ಮಾಡುತ್ತಿಲ್ಲ ಎಂದು ಗೃಹ ಸಚಿವ ಡಾ.ಜಿ.ಪರಮೇಶ್ವರ್ ಸ್ಪಷ್ಟಪಡಿಸಿದರು. ಸುದ್ದಿಗಾರರೊಂದಿಗೆ ಮಾತನಾಡಿದ ಅವರು, ಪಕ್ಷದ ಉಸ್ತುವಾರಿಯಾಗಿ ಶಾಸಕರೊಂದಿಗೆ ಸಭೆ ನಡೆಸುವುದು ಸಹಜ ಪ್ರಕ್ರಿಯೆ. ಇದನ್ನು ಪ್ರತಿಪಕ್ಷಗಳು ತಪ್ಪಾಗಿ ಅರ್ಥೈಸುತ್ತಿವೆ. ಬಿಜೆಪಿ ಮತ್ತು ಜೆಡಿಎಸ್ ನಾಯಕರು ರಾಜಕೀಯ ಲಾಭಕ್ಕಾಗಿ ಆರೋಪ ಮಾಡುತ್ತಿದ್ದಾರೆ. ಅಧಿಕಾರಿಗಳೊಂದಿಗೆ ಸುರ್ಜೇವಾಲಾ ಯಾವುದೇ ಸಭೆ ನಡೆಸಿಲ್ಲ. ಪಕ್ಷದ ಕಾರ್ಯಕರ್ತರ ಅಭಿಪ್ರಾಯ ಸಂಗ್ರಹಿಸಲು ಅವರು ಬಂದಿದ್ದಾರೆ. ಸರ್ಕಾರದ ಗ್ಯಾರಂಟಿ ಯೋಜನೆಗಳ ಅನುಷ್ಠಾನದ ಬಗ್ಗೆ ಮಾಹಿತಿ ಪಡೆದುಕೊಂಡಿದ್ದಾರೆ. ಇದರಲ್ಲಿ ತಪ್ಪೇನಿದೆ ಎಂದು ಪ್ರಶ್ನಿಸಿದರು. ಮುಖ್ಯಮಂತ್ರಿ ಬದಲಾವಣೆ ವಿಚಾರ ಹೈಕಮಾಂಡ್‌ಗೆ ಬಿಟ್ಟದ್ದು. ಈ ಬಗ್ಗೆ ಹೆಚ್ಚಿನ ಹೇಳಿಕೆ ನೀಡುವುದಿಲ್ಲ. ಕಾನೂನು ಸುವ್ಯವಸ್ಥೆ ಕಾಪಾಡುವಲ್ಲಿ ಪೊಲೀಸ್ ಇಲಾಖೆ ಸಮರ್ಥವಾಗಿ ಕಾರ್ಯನಿರ್ವಹಿಸುತ್ತಿದೆ. ಇತ್ತೀಚಿನ ಅಪರಾಧ ಪ್ರಕರಣಗಳಲ್ಲಿ ಆರೋಪಿಗಳನ್ನು ಶೀಘ್ರವಾಗಿ ಬಂಧಿಸಲಾಗಿದೆ. ಮಾದಕ ವಸ್ತು ಜಾಲದ bbox=[772, 373, 920, 618]
divider bbox=[26, 676, 468, 677]
divider bbox=[26, 500, 468, 501]
article-body: ಹರಿದ್ವಾರ,ಜು.27: ಹರಿದ್ವಾರದ ಮಾನಸ ದೇವಿ ದೇವಸ್ಥಾನದಲ್ಲಿ ಭಾನುವಾರ ಬೆಳಿಗ್ಗೆ ಸಂಭವಿಸಿದ ಕಾಲ್ತುಳಿತದಲ್ಲಿ ಕನಿಷ್ಠ ಆರು ಜನರು ಸಾವನ್ನಪ್ಪಿದ್ದು, ಹಲವರು ಗಾಯಗೊಂಡಿದ್ದಾರೆ. ದೇವಸ್ಥಾನಕ್ಕೆ ಹೋಗುವ ಮೆಟ್ಟಿಲುಗಳ ಮಾರ್ಗದಲ್ಲಿ ವಿದ್ಯುತ್ ಪ್ರವಹಿಸುತ್ತಿದೆ ಎಂಬ ವದಂತಿ ಹರಡಿದ ನಂತರ ಭಕ್ತರು ಗಾಬರಿಯಿಂದ ಓಡಿದ್ದರಿಂದ ಈ ದುರಂತ ಸಂಭವಿಸಿದೆ. ರಕ್ಷಣಾ ತಂಡಗಳು ಸ್ಥಳಕ್ಕೆ ಧಾವಿಸಿ ಗಾಯಾಳುಗಳನ್ನು ಆಸ್ಪತ್ರೆಗೆ ದಾಖಲಿಸಿವೆ. ಉತ್ತರಾಖಂಡ ಮುಖ್ಯಮಂತ್ರಿ ಪುಷ್ಕರ್ ಸಿಂಗ್ ಧಾಮಿ ಘಟನೆಯ ಬಗ್ಗೆ ತನಿಖೆಗೆ ಆದೇಶಿಸಿದ್ದಾರೆ. ಮೃತರ ಕುಟುಂಬಗಳಿಗೆ ಪರಿಹಾರ ಘೋಷಿಸಲಾಗಿದೆ. ಪ್ರಧಾನಿ ನರೇಂದ್ರ ಮೋದಿ ಅವರು ಘಟನೆಗೆ ತೀವ್ರ ಸಂತಾಪ ವ್ಯಕ್ತಪಡಿಸಿದ್ದಾರೆ. ಸ್ಥಳೀಯ ಆಡಳಿತವು ಸಂತ್ರಸ್ತರಿಗೆ ಎಲ್ಲಾ ನೆರವು ನೀಡುತ್ತಿದೆ. ಶ್ರಾವಣ ಮಾಸದ ಹಿನ್ನೆಲೆಯಲ್ಲಿ ಭಾರೀ ಸಂಖ್ಯೆಯಲ್ಲಿ ಭಕ್ತರು ಸೇರಿದ್ದರು. ಜನಸಂದಣಿ ನಿರ್ವಹಣೆಯಲ್ಲಿ ಲೋಪವಾಗಿದೆಯೇ ಎಂಬ ಬಗ್ಗೆ ಪರಿಶೀಲನೆ ನಡೆಯುತ್ತಿದೆ. ಗಾಯಾಳುಗಳು ಶೀಘ್ರ ಗುಣಮುಖರಾಗಲಿ ಎಂದು ಹಾರೈಸಿದರು. bbox=[774, 646, 920, 879]
article-body: ಕೊಪ್ಪಳ ಜು 28: ನಾವು ಸಮಾಜದಿಂದ ಸಾಕಷ್ಟು ಪಡೆದುಕೊಂಡಿದ್ದೇವೆ. ಅದನ್ನು ಮರಳಿಸುವ ಹೊಣೆಗಾರಿಕೆ ನಮ್ಮ ಮೇಲಿದೆ ಎಂದು ಅವರು ಹೇಳಿದರು. ಜಿಲ್ಲಾ ಪತ್ರಕರ್ತರ ಸಂಘ ಆಯೋಜಿಸಿದ್ದ ಪ್ರತಿಭಾ ಪುರಸ್ಕಾರ ಸಮಾರಂಭದಲ್ಲಿ ಮಾತನಾಡಿದರು. ಪತ್ರಕರ್ತರ ಮಕ್ಕಳು ಶಿಕ್ಷಣದಲ್ಲಿ ಉತ್ತಮ ಸಾಧನೆ ಮಾಡಿ ಸಮಾಜಕ್ಕೆ ಮಾದರಿಯಾಗಬೇಕು. ಪತ್ರಿಕೋದ್ಯಮವು ಸಮಾಜದ ಕನ್ನಡಿಯಂತೆ ಕಾರ್ಯನಿರ್ವಹಿಸುತ್ತದೆ. ನೊಂದವರ ಧ್ವನಿಯಾಗಿ ಪತ್ರಕರ್ತರು ಕೆಲಸ ಮಾಡುತ್ತಿದ್ದಾರೆ. ಅವರ ಮಕ್ಕಳು ಸಹ ಅದೇ ಮೌಲ್ಯಗಳನ್ನು ಅಳವಡಿಸಿಕೊಳ್ಳಬೇಕು. ಇಂದಿನ ಸ್ಪರ್ಧಾತ್ಮಕ ಯುಗದಲ್ಲಿ ಶಿಕ್ಷಣದ ಜೊತೆಗೆ ಸಂಸ್ಕಾರವೂ ಮುಖ್ಯ. ಬ್ರೇಕಿಂಗ್ ನ್ಯೂಸ್ ಮತ್ತು ಡಿಜಿಟಲ್ ಮಾಧ್ಯಮದ ಈ ಕಾಲದಲ್ಲಿ ಸತ್ಯನಿಷ್ಠ ವರದಿಗಾರಿಕೆ ಅಗತ್ಯವಾಗಿದೆ. ಕಾರ್ಯಕ್ರಮದಲ್ಲಿ ಎಸ್ಎಸ್ಎಲ್ಸಿ ಮತ್ತು ಪಿಯುಸಿ ಪರೀಕ್ಷೆಗಳಲ್ಲಿ ಹೆಚ್ಚಿನ ಅಂಕ ಗಳಿಸಿದ ವಿದ್ಯಾರ್ಥಿಗಳನ್ನು ಸನ್ಮಾನಿಸಲಾಯಿತು. ಸಂಘದ ಅಧ್ಯಕ್ಷರು, ಪದಾಧಿಕಾರಿಗಳು ಹಾಗೂ ಹಿರಿಯ ಪತ್ರಕರ್ತರು ಉಪಸ್ಥಿತರಿದ್ದರು. ಪತ್ರಕರ್ತರ ಕ್ಷೇಮಾಭಿವೃದ್ಧಿಗೆ ಸರ್ಕಾರ ಹಲವು ಯೋಜನೆಗಳನ್ನು ಜಾರಿಗೊಳಿಸಿದೆ. ಆರೋಗ್ಯ ವಿಮೆ, ಬಸ್ ಪಾಸ್ ಮತ್ತು ಮನೆ ನಿವೇಶನ ಸೌಲಭ್ಯಗಳನ್ನು ಒದಗಿಸಲಾಗುತ್ತಿದೆ ಎಂದರು. bbox=[174, 1233, 468, 1374]
headline-congress-guarantees: ಕಾಂಗ್ರೆಸ್ ಗ್ಯಾರಂಟಿಗಳು ಮಹಿಳೆಯರನ್ನು ಪಕ್ಕಕ್ಕೆ ಕರೆತನ್ನಿ: ಶಾಸಕ ಭರತರೆಡ್ಡಿ bbox=[92, 508, 404, 524]
article-horatti-col1 bbox=[478, 944, 626, 1184]
article-parameshwar-col2 bbox=[632, 464, 766, 618]
article-body: ಹುಬ್ಬಳ್ಳಿ,ಜು.27: ಜಾತಿ ಗಣತಿ ಸಮೀಕ್ಷೆಗೆ ಶಿಕ್ಷಕರನ್ನು ನಿಯೋಜಿಸುವುದಕ್ಕೆ ಸಭಾಪತಿ ಬಸವರಾಜ ಹೊರಟ್ಟಿ ತೀವ್ರ ಬೇಸರ ವ್ಯಕ್ತಪಡಿಸಿದ್ದಾರೆ. ಶಿಕ್ಷಕರು ಶಾಲೆಗಳಲ್ಲಿ ಮಕ್ಕಳಿಗೆ ಪಾಠ ಮಾಡುವುದು ಮುಖ್ಯ ಕರ್ತವ್ಯ. ಆದರೆ ಸರ್ಕಾರ ಪದೇ ಪದೇ ಬೋಧಕೇತರ ಕೆಲಸಗಳಿಗೆ ಬಳಸಿಕೊಳ್ಳುತ್ತಿದೆ. ಇದರಿಂದ ಶೈಕ್ಷಣಿಕ ಗುಣಮಟ್ಟ ಕುಸಿಯುತ್ತಿದೆ. ಶಿಕ್ಷಕರ ಕೊರತೆ ಈಗಾಗಲೇ ಹೆಚ್ಚಿದೆ. ಅತಿಥಿ ಶಿಕ್ಷಕರ ನೇಮಕಾತಿ ವಿಳಂಬವಾಗಿದೆ. ಇಂತಹ ಸಂದರ್ಭದಲ್ಲಿ ಶಿಕ್ಷಕರನ್ನು ಸಮೀಕ್ಷೆಗೆ ಕಳುಹಿಸುವುದು ಸರಿಯಲ್ಲ. ಸರ್ಕಾರ ತಕ್ಷಣ ಈ ನಿರ್ಧಾರವನ್ನು ಮರುಪರಿಶೀಲಿಸಬೇಕು. ಬೇರೆ ಇಲಾಖೆಗಳ ಸಿಬ್ಬಂದಿಯನ್ನು ಬಳಸಿಕೊಳ್ಳಬೇಕು ಎಂದು ಒತ್ತಾಯಿಸಿದರು. ಮಕ್ಕಳ ಭವಿಷ್ಯದ ದೃಷ್ಟಿಯಿಂದ ಶಿಕ್ಷಕರನ್ನು ಶಾಲೆಗಳಲ್ಲೇ ಉಳಿಸಬೇಕು. ಖಾಸಗಿ ಶಾಲೆಗಳ ಶಿಕ್ಷಕರಿಗೂ ಸೂಕ್ತ ವೇತನ ನೀಡಬೇಕು. ಶಿಕ್ಷಣ ಇಲಾಖೆಯಲ್ಲಿ ಸುಧಾರಣೆ ತರಲು ಸಮಗ್ರ ನೀತಿ ಅಗತ್ಯವಿದೆ ಎಂದು ಹೇಳಿದರು. bbox=[478, 945, 626, 1139]
